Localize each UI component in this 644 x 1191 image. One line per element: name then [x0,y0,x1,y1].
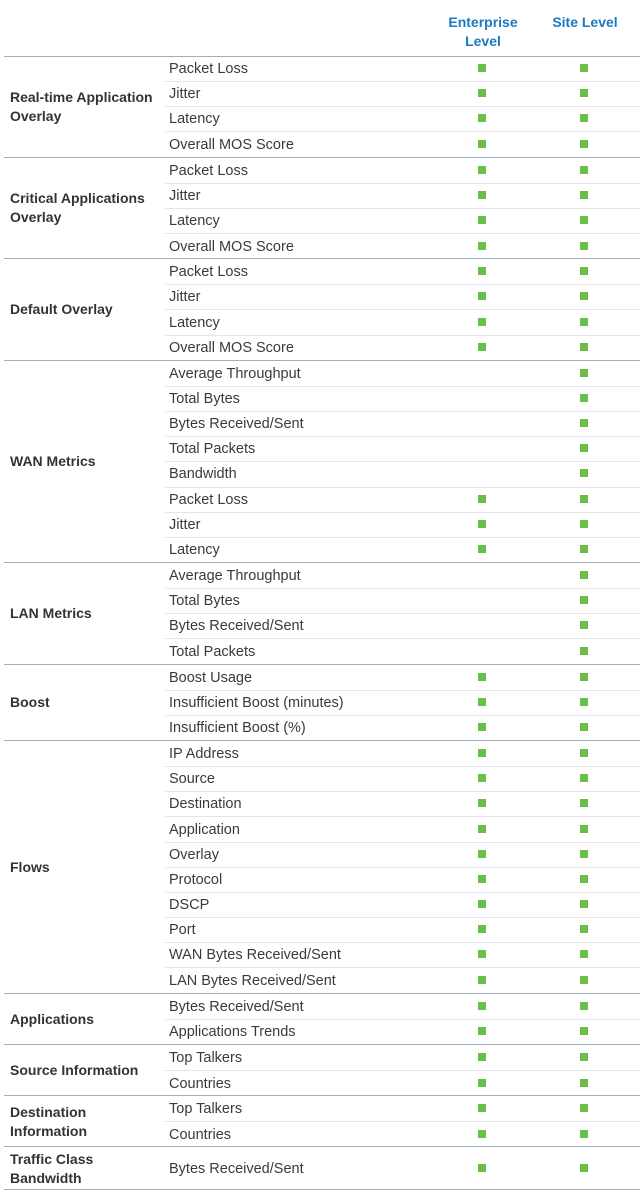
enterprise-check-icon [478,292,486,300]
site-check-icon [580,216,588,224]
site-check-icon [580,723,588,731]
metric-name: Overall MOS Score [169,137,294,153]
site-check-icon [580,1053,588,1061]
table-row [165,639,640,664]
enterprise-check-icon [478,673,486,681]
site-check-icon [580,900,588,908]
table-row [165,564,640,589]
metric-name: Packet Loss [169,162,248,179]
metric-name: IP Address [169,746,239,763]
group-label: Default Overlay [10,301,113,318]
metric-group [4,742,640,994]
site-check-icon [580,166,588,174]
enterprise-check-icon [478,64,486,72]
enterprise-check-icon [478,545,486,553]
metric-name: Bytes Received/Sent [169,416,304,433]
enterprise-check-icon [478,1079,486,1087]
table-row [165,742,640,767]
table-row [165,614,640,639]
metric-name: DSCP [169,897,210,913]
enterprise-check-icon [478,774,486,782]
site-level-header: Site Level [552,14,618,30]
site-check-icon [580,394,588,402]
enterprise-check-icon [478,749,486,757]
site-check-icon [580,64,588,72]
table-row [165,918,640,943]
metric-name: Latency [169,111,220,128]
site-check-icon [580,698,588,706]
site-check-icon [580,621,588,629]
table-row [165,1046,640,1071]
site-check-icon [580,242,588,250]
metric-name: Total Packets [169,644,256,660]
metric-group [4,362,640,563]
enterprise-check-icon [478,114,486,122]
metric-name: Protocol [169,871,223,888]
table-row [165,843,640,868]
table-row [165,666,640,691]
group-label: Source Information [10,1061,139,1078]
enterprise-check-icon [478,950,486,958]
metric-name: Top Talkers [169,1101,243,1118]
site-check-icon [580,545,588,553]
enterprise-check-icon [478,520,486,528]
metric-name: Latency [169,542,220,559]
metric-name: Total Bytes [169,391,240,407]
site-check-icon [580,774,588,782]
table-row [165,691,640,716]
metric-name: Application [169,821,240,838]
enterprise-check-icon [478,140,486,148]
site-check-icon [580,673,588,681]
table-row [165,82,640,107]
enterprise-check-icon [478,267,486,275]
metric-name: Bytes Received/Sent [169,1161,304,1178]
site-check-icon [580,419,588,427]
enterprise-check-icon [478,166,486,174]
metric-name: Average Throughput [169,568,301,585]
site-check-icon [580,825,588,833]
enterprise-check-icon [478,850,486,858]
table-row [165,716,640,741]
metric-name: Top Talkers [169,1049,243,1066]
group-label: WAN Metrics [10,453,96,470]
site-check-icon [580,114,588,122]
enterprise-check-icon [478,723,486,731]
table-row [165,1122,640,1147]
group-label: Applications [10,1010,95,1027]
group-label: Critical Applications Overlay [10,190,145,226]
metric-name: Countries [169,1075,232,1092]
group-label: Traffic Class Bandwidth [10,1150,94,1186]
site-check-icon [580,318,588,326]
site-check-icon [580,571,588,579]
group-label: Real-time Application Overlay [10,88,153,124]
enterprise-check-icon [478,1027,486,1035]
metric-name: Average Throughput [169,365,301,382]
enterprise-check-icon [478,89,486,97]
metric-name: Overlay [169,846,219,863]
enterprise-check-icon [478,1130,486,1138]
metric-name: Countries [169,1126,232,1143]
metric-name: Packet Loss [169,491,248,508]
metric-name: Destination [169,796,242,813]
table-row [165,132,640,157]
table-row [165,817,640,842]
metric-name: Applications Trends [169,1024,296,1041]
metric-name: Packet Loss [169,264,248,281]
site-check-icon [580,950,588,958]
metric-name: Jitter [169,86,201,103]
metric-name: Boost Usage [169,669,253,686]
metric-name: Total Packets [169,441,256,458]
site-check-icon [580,140,588,148]
site-check-icon [580,292,588,300]
enterprise-check-icon [478,875,486,883]
metric-name: Latency [169,314,220,331]
site-check-icon [580,596,588,604]
enterprise-check-icon [478,318,486,326]
metric-group [4,666,640,741]
table-row [165,968,640,993]
group-label: LAN Metrics [10,605,92,622]
table-row [165,412,640,437]
metric-name: Total Bytes [169,593,240,610]
site-check-icon [580,1104,588,1112]
enterprise-check-icon [478,343,486,351]
site-check-icon [580,1130,588,1138]
enterprise-check-icon [478,1053,486,1061]
site-check-icon [580,369,588,377]
table-row [165,995,640,1020]
table-row [165,362,640,387]
metric-name: Latency [169,212,220,229]
site-check-icon [580,89,588,97]
site-check-icon [580,520,588,528]
metric-group [4,1148,640,1190]
table-row [165,792,640,817]
enterprise-level-header: Enterprise Level [448,14,518,49]
site-check-icon [580,647,588,655]
table-row [165,513,640,538]
table-row [165,1097,640,1122]
metric-name: Bytes Received/Sent [169,998,304,1015]
metric-name: Jitter [169,187,201,204]
table-row [165,285,640,310]
site-check-icon [580,1027,588,1035]
site-check-icon [580,1002,588,1010]
enterprise-check-icon [478,1104,486,1112]
site-check-icon [580,444,588,452]
table-row [165,159,640,184]
table-row [165,1020,640,1045]
site-check-icon [580,343,588,351]
table-row [165,57,640,82]
metric-group [4,564,640,665]
table-row [165,767,640,792]
enterprise-check-icon [478,216,486,224]
table-row [165,589,640,614]
metric-name: Port [169,922,196,939]
enterprise-check-icon [478,825,486,833]
table-row [165,943,640,968]
group-label: Boost [10,694,50,711]
metric-group [4,57,640,158]
metric-group [4,995,640,1045]
site-check-icon [580,1079,588,1087]
table-row [165,1071,640,1096]
site-check-icon [580,267,588,275]
group-label: Flows [10,858,50,875]
metric-group [4,1046,640,1096]
metric-name: WAN Bytes Received/Sent [169,947,341,964]
site-check-icon [580,1164,588,1172]
enterprise-check-icon [478,495,486,503]
table-header [4,0,640,57]
metric-name: Bytes Received/Sent [169,618,304,635]
table-row [165,310,640,335]
table-row [165,1148,640,1190]
enterprise-check-icon [478,799,486,807]
metric-group [4,159,640,260]
enterprise-check-icon [478,925,486,933]
metric-name: LAN Bytes Received/Sent [169,972,336,989]
metric-name: Insufficient Boost (minutes) [169,694,344,711]
metric-name: Jitter [169,289,201,306]
table-row [165,336,640,361]
table-row [165,538,640,563]
site-check-icon [580,799,588,807]
metric-name: Bandwidth [169,466,237,483]
table-row [165,387,640,412]
group-label: Destination Information [10,1103,87,1139]
table-row [165,488,640,513]
site-check-icon [580,749,588,757]
metric-name: Source [169,771,215,788]
metric-name: Overall MOS Score [169,340,294,357]
enterprise-check-icon [478,242,486,250]
metric-name: Jitter [169,516,201,533]
enterprise-check-icon [478,1164,486,1172]
enterprise-check-icon [478,191,486,199]
table-row [165,868,640,893]
enterprise-check-icon [478,1002,486,1010]
enterprise-check-icon [478,976,486,984]
enterprise-check-icon [478,698,486,706]
metric-name: Overall MOS Score [169,238,294,255]
table-row [165,462,640,487]
metric-name: Insufficient Boost (%) [169,720,306,737]
metric-group [4,1097,640,1147]
enterprise-check-icon [478,900,486,908]
table-row [165,437,640,462]
site-check-icon [580,469,588,477]
site-check-icon [580,925,588,933]
site-check-icon [580,976,588,984]
site-check-icon [580,850,588,858]
table-row [165,184,640,209]
table-row [165,893,640,918]
table-row [165,234,640,259]
metric-name: Packet Loss [169,61,248,78]
table-row [165,260,640,285]
table-row [165,107,640,132]
site-check-icon [580,495,588,503]
table-row [165,209,640,234]
site-check-icon [580,191,588,199]
metric-group [4,260,640,361]
site-check-icon [580,875,588,883]
